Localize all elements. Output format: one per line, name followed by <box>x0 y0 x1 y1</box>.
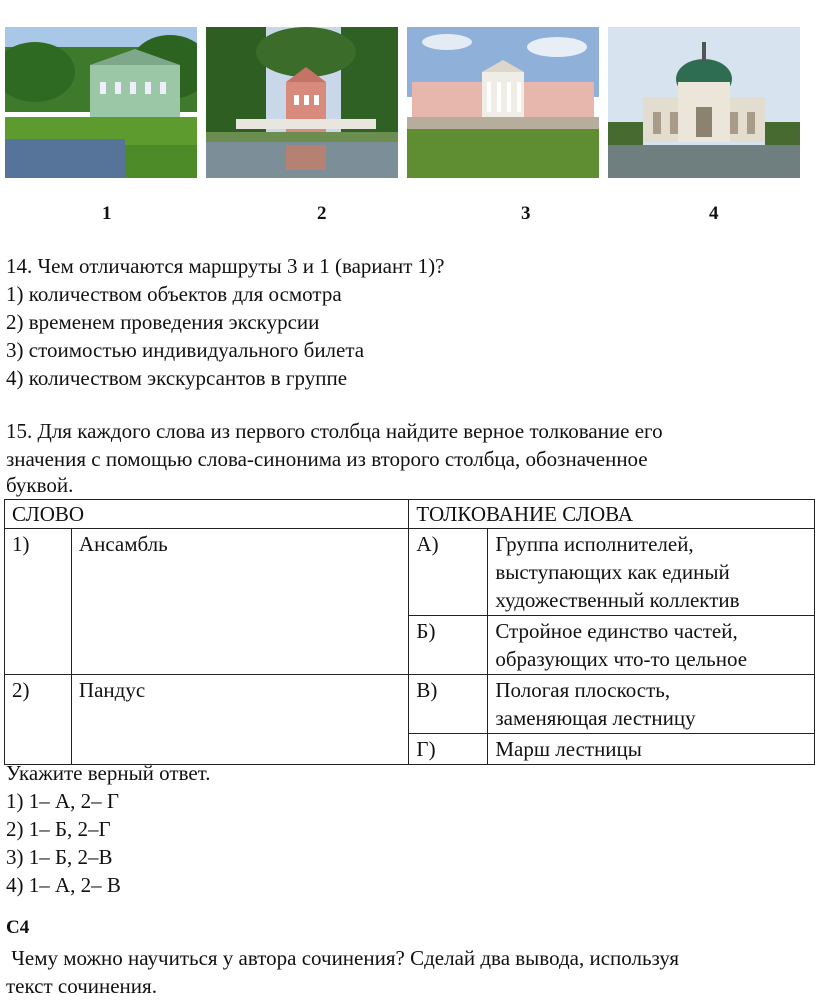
meaning-letter: В) <box>409 675 488 734</box>
q14-option-2: 2) временем проведения экскурсии <box>6 310 320 334</box>
q15-option-4: 4) 1– А, 2– В <box>6 873 121 897</box>
q15-question-line-3: буквой. <box>6 473 74 497</box>
meaning-text <box>488 675 815 734</box>
photo-2-pink-house <box>206 27 398 178</box>
meaning-text <box>488 529 815 616</box>
q14-option-1: 1) количеством объектов для осмотра <box>6 282 342 306</box>
meaning-letter: А) <box>409 529 488 616</box>
q15-question-line-1: 15. Для каждого слова из первого столбца найдите верное толкование его <box>6 419 663 443</box>
meaning-line: художественный коллектив <box>495 588 740 612</box>
meaning-line: Группа исполнителей, <box>495 532 694 556</box>
photo-4-grotto <box>608 27 800 178</box>
meaning-letter: Б) <box>409 616 488 675</box>
table-header-row <box>5 500 815 529</box>
q15-question-line-2: значения с помощью слова-синонима из второго столбца, обозначенное <box>6 447 648 471</box>
meaning-line: заменяющая лестницу <box>495 706 696 730</box>
q15-answer-prompt: Укажите верный ответ. <box>6 761 211 785</box>
q15-option-3: 3) 1– Б, 2–В <box>6 845 113 869</box>
q15-option-2: 2) 1– Б, 2–Г <box>6 817 111 841</box>
q14-option-3: 3) стоимостью индивидуального билета <box>6 338 365 362</box>
c4-heading: С4 <box>6 917 30 938</box>
meaning-line: образующих что-то цельное <box>495 647 748 671</box>
terms-table <box>4 499 815 765</box>
photo-3-palace <box>407 27 599 178</box>
photo-number-3: 3 <box>521 203 531 224</box>
header-meaning: ТОЛКОВАНИЕ СЛОВА <box>409 500 815 529</box>
word-number: 1) <box>5 529 72 675</box>
photo-number-4: 4 <box>709 203 719 224</box>
meaning-line: выступающих как единый <box>495 560 730 584</box>
meaning-line: Стройное единство частей, <box>495 619 738 643</box>
photo-number-1: 1 <box>102 203 112 224</box>
word-ensemble: Ансамбль <box>71 529 409 675</box>
table-row <box>5 529 815 616</box>
word-number: 2) <box>5 675 72 765</box>
meaning-text <box>488 734 815 765</box>
q14-question: 14. Чем отличаются маршруты 3 и 1 (вариант 1)? <box>6 254 445 278</box>
c4-line-1: Чему можно научиться у автора сочинения? Сделай два вывода, используя <box>6 946 680 970</box>
meaning-line: Пологая плоскость, <box>495 678 671 702</box>
header-word: СЛОВО <box>5 500 409 529</box>
meaning-text <box>488 616 815 675</box>
q14-option-4: 4) количеством экскурсантов в группе <box>6 366 348 390</box>
meaning-letter: Г) <box>409 734 488 765</box>
meaning-line: Марш лестницы <box>495 737 642 761</box>
word-ramp: Пандус <box>71 675 409 765</box>
photo-number-2: 2 <box>317 203 327 224</box>
table-row <box>5 675 815 734</box>
c4-line-2: текст сочинения. <box>6 974 157 998</box>
photo-1-green-manor <box>5 27 197 178</box>
q15-option-1: 1) 1– А, 2– Г <box>6 789 120 813</box>
